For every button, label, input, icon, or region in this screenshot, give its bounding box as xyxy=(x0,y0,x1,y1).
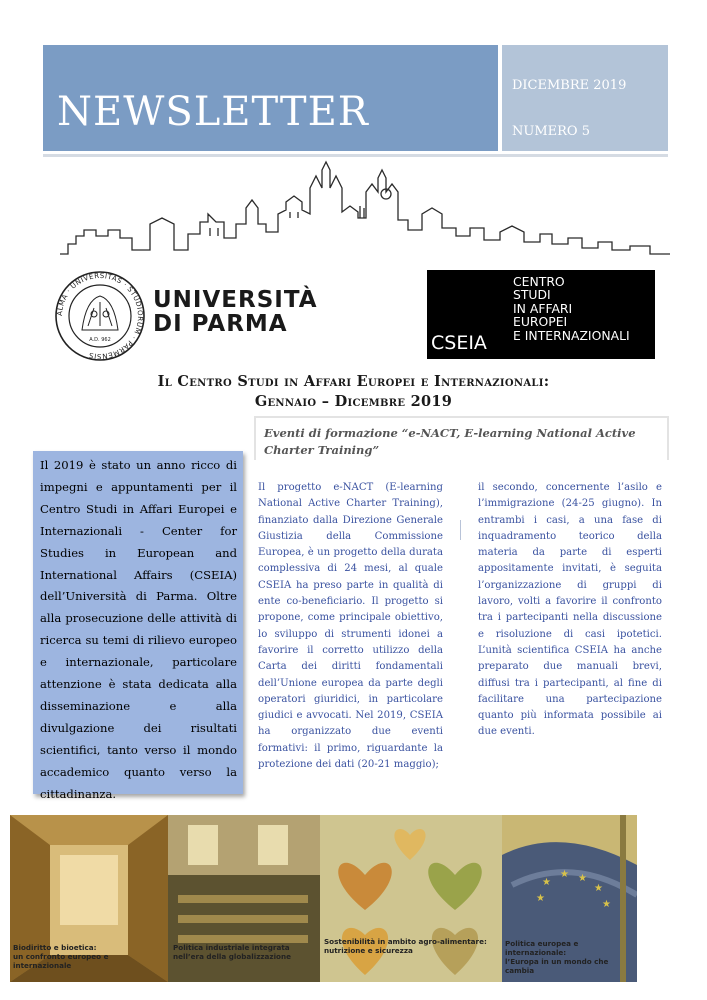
cseia-acronym: CSEIA xyxy=(431,332,487,354)
svg-text:ALMA · UNIVERSITAS · STUDIORUM: ALMA · UNIVERSITAS · STUDIORUM · PARMENSIS xyxy=(55,271,145,361)
industrial-policy-caption: Politica industriale integrata nell’era della globalizzazione xyxy=(173,943,291,961)
university-name-line1: UNIVERSITÀ xyxy=(153,287,318,313)
svg-text:★: ★ xyxy=(560,869,569,880)
university-name-line2: DI PARMA xyxy=(153,311,288,338)
svg-text:★: ★ xyxy=(602,899,611,910)
newsletter-title: NEWSLETTER xyxy=(57,89,369,135)
banner-panel-food-sustainability xyxy=(320,815,502,982)
parma-skyline-illustration xyxy=(60,158,670,268)
eu-policy-caption: Politica europea e internazionale: l’Europa in un mondo che cambia xyxy=(505,939,609,975)
food-hearts-image xyxy=(320,815,502,982)
main-headline xyxy=(40,372,667,412)
bioethics-caption: Biodiritto e bioetica: un confronto europeo e internazionale xyxy=(13,943,109,970)
university-seal-logo xyxy=(54,270,146,362)
column-divider xyxy=(460,520,461,540)
events-title: Eventi di formazione “e-NACT, E-learning National Active Charter Training” xyxy=(264,426,636,457)
university-wordmark xyxy=(153,288,318,336)
svg-text:★: ★ xyxy=(594,883,603,894)
article-column-2: il secondo, concernente l’asilo e l’immigrazione (24-25 giugno). In entrambi i casi, a una fase di inquadramento teorico della materia da parte di esperti appositamente invitati, è seguita l’organizzazione di gruppi di lavoro, volti a favorire il confronto tra i partecipanti nella discussione e risoluzione di casi ipotetici. L’unità scientifica CSEIA ha anche preparato due manuali brevi, diffusi tra i partecipanti, al fine di facilitare una partecipazione quanto più informata possibile ai due eventi. xyxy=(478,482,662,738)
headline-line1: Il Centro Studi in Affari Europei e Internazionali: xyxy=(157,373,550,390)
intro-box xyxy=(33,451,243,801)
svg-text:★: ★ xyxy=(542,877,551,888)
banner-panel-bioethics xyxy=(10,815,168,982)
cseia-full-name: CENTRO STUDI IN AFFARI EUROPEI E INTERNAZIONALI xyxy=(513,274,630,343)
events-title-box xyxy=(254,416,669,460)
svg-text:★: ★ xyxy=(578,873,587,884)
article-column-1: Il progetto e-NACT (E-learning National Active Charter Training), finanziato dalla Direzione Generale Giustizia della Commissione Europea, è un progetto della durata complessiva di 24 mesi, al quale CSEIA ha preso parte in qualità di ente co-beneficiario. Il progetto si propone, come principale obiettivo, lo sviluppo di strumenti idonei a favorire il corretto utilizzo della Carta dei diritti fondamentali dell’Unione europea da parte degli operatori giuridici, in particolare giudici e avvocati. Nel 2019, CSEIA ha organizzato due eventi formativi: il primo, riguardante la protezione dei dati (20-21 maggio); xyxy=(258,482,443,771)
research-themes-banner xyxy=(10,815,637,982)
header-divider xyxy=(43,154,668,157)
headline-line2: Gennaio – Dicembre 2019 xyxy=(254,393,453,410)
issue-date: DICEMBRE 2019 xyxy=(512,78,627,93)
issue-number: NUMERO 5 xyxy=(512,124,590,139)
intro-text: Il 2019 è stato un anno ricco di impegni e appuntamenti per il Centro Studi in Affari Europei e Internazionali - Center for Studies in European and International Affairs (CSEIA) dell’Università di Parma. Oltre alla prosecuzione delle attività di ricerca su temi di rilievo europeo e internazionale, particolare attenzione è stata dedicata alla disseminazione e alla divulgazione dei risultati scientifici, tanto verso il mondo accademico quanto verso la cittadinanza. xyxy=(40,458,237,801)
svg-text:A.D. 962: A.D. 962 xyxy=(89,337,111,343)
cseia-logo xyxy=(427,270,655,359)
svg-text:★: ★ xyxy=(536,893,545,904)
food-sustainability-caption: Sostenibilità in ambito agro-alimentare: nutrizione e sicurezza xyxy=(324,937,487,955)
banner-panel-eu-policy xyxy=(502,815,637,982)
banner-panel-industrial-policy xyxy=(168,815,320,982)
